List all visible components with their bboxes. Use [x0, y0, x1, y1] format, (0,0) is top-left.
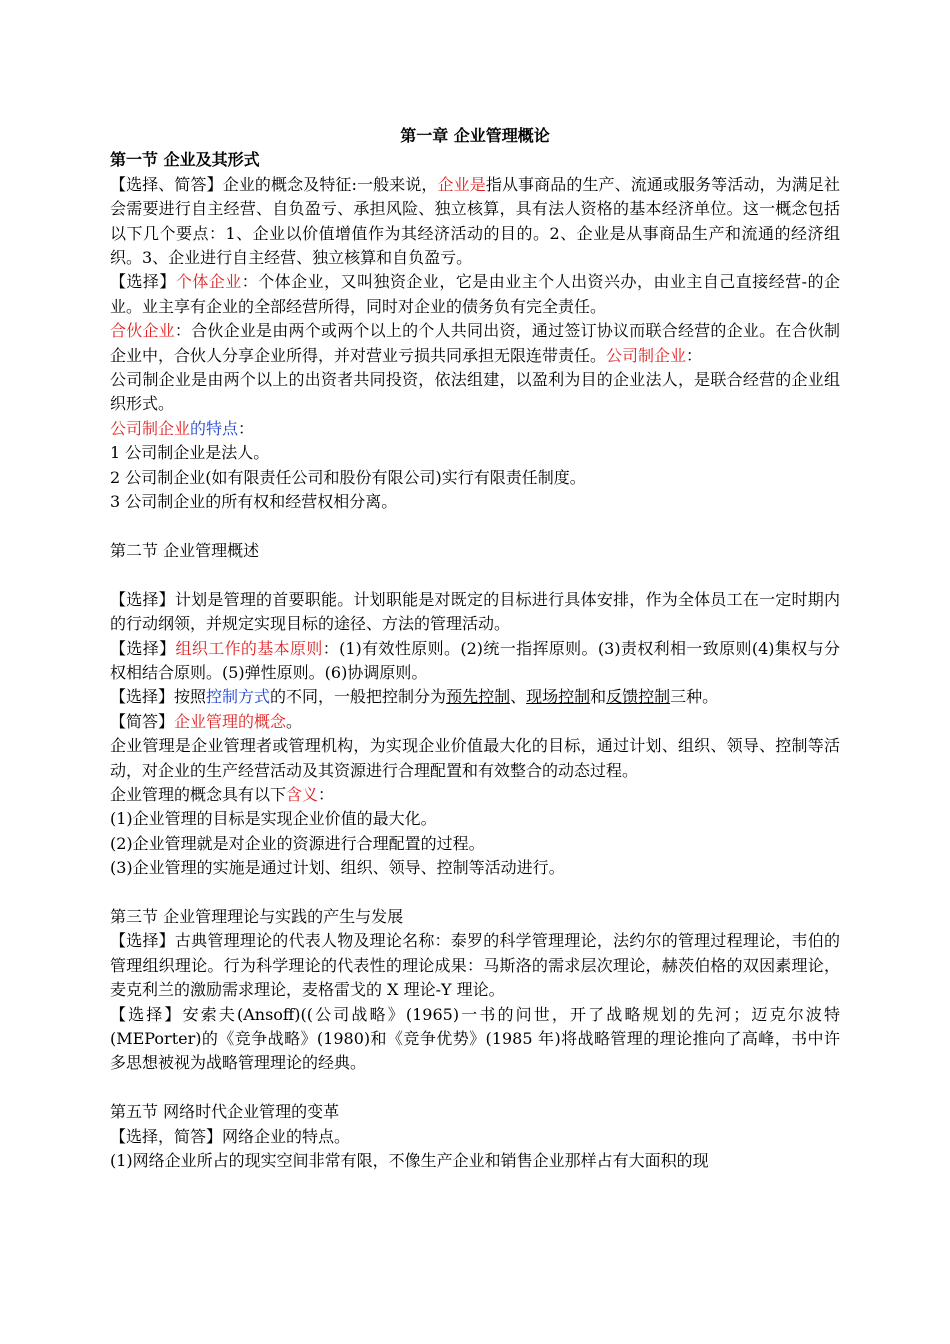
highlight-red: 公司制企业	[110, 418, 191, 438]
paragraph-enterprise-concept	[110, 173, 840, 271]
text: 三种。	[670, 687, 719, 707]
text: 网络企业的特点。	[222, 1126, 351, 1146]
blank-line	[110, 563, 840, 587]
tag: 【选择、简答】	[110, 174, 223, 194]
text: ：	[238, 418, 255, 438]
highlight-blue: 的特点	[190, 418, 239, 438]
paragraph-network-enterprise	[110, 1125, 840, 1149]
paragraph-organizing-principles	[110, 637, 840, 686]
text: ：合伙企业是由两个或两个以上的个人共同出资，通过签订协议而联合经营的企业。在合伙制企业中，合伙人分享企业所得，并对营业亏损共同承担无限连带责任。	[110, 321, 840, 365]
paragraph-planning	[110, 588, 840, 637]
highlight-red: 企业是	[437, 174, 486, 194]
text: ：个体企业，又叫独资企业，它是由业主个人出资兴办，由业主自己直接经营-的企业。业主享有企业的全部经营所得，同时对企业的债务负有完全责任。	[110, 272, 840, 316]
text: 企业的概念及特征:一般来说，	[222, 174, 438, 194]
text: ：	[318, 784, 335, 804]
highlight-red: 公司制企业	[606, 345, 687, 365]
tag: 【简答】	[110, 711, 175, 731]
blank-line	[110, 1076, 840, 1100]
tag: 【选择】	[110, 687, 175, 707]
tag: 【选择】	[110, 589, 175, 609]
blank-line	[110, 515, 840, 539]
text: 企业管理的概念具有以下	[110, 784, 287, 804]
underlined-term: 现场控制	[526, 687, 591, 707]
list-item: (1)企业管理的目标是实现企业价值的最大化。	[110, 809, 437, 829]
paragraph-network-point-1: (1)网络企业所占的现实空间非常有限，不像生产企业和销售企业那样占有大面积的现	[110, 1151, 709, 1170]
text: 计划是管理的首要职能。计划职能是对既定的目标进行具体安排，作为全体员工在一定时期内的行动纲领，并规定实现目标的途径、方法的管理活动。	[110, 589, 840, 634]
paragraph-corporation: 公司制企业是由两个以上的出资者共同投资，依法组建，以盈利为目的企业法人，是联合经营的企业组织形式。	[110, 370, 840, 414]
text: ：	[686, 345, 703, 365]
list-item: (2)企业管理就是对企业的资源进行合理配置的过程。	[110, 833, 485, 853]
text: 的不同，一般把控制分为	[270, 687, 447, 707]
text: 、	[510, 687, 527, 707]
paragraph-partnership	[110, 319, 840, 368]
document-page	[110, 124, 840, 1173]
paragraph-management-definition: 企业管理是企业管理者或管理机构，为实现企业价值最大化的目标，通过计划、组织、领导、控制等活动，对企业的生产经营活动及其资源进行合理配置和有效整合的动态过程。	[110, 736, 840, 780]
section-3-heading: 第三节 企业管理理论与实践的产生与发展	[110, 906, 404, 926]
highlight-red: 含义	[286, 784, 319, 804]
highlight-red: 组织工作的基本原则	[175, 638, 323, 658]
paragraph-control-types	[110, 685, 840, 709]
blank-line	[110, 881, 840, 905]
tag: 【选择】	[110, 1004, 183, 1024]
text: 。	[286, 711, 303, 731]
section-5-heading: 第五节 网络时代企业管理的变革	[110, 1102, 340, 1122]
paragraph-corporation-features	[110, 417, 840, 441]
text: 和	[590, 687, 607, 707]
tag: 【选择，简答】	[110, 1126, 223, 1146]
text: 指从事商品的生产、流通或服务等活动，为满足社会需要进行自主经营、自负盈亏、承担风险、独立核算，具有法人资格的基本经济单位。这一概念包括以下几个要点：1、企业以价值增值作为其经济活动的目的。2、企业是从事商品生产和流通的经济组织。3、企业进行自主经营、独立核算和自负盈亏。	[110, 174, 840, 268]
list-item: 3 公司制企业的所有权和经营权相分离。	[110, 492, 398, 512]
text: 按照	[174, 687, 207, 707]
highlight-red: 合伙企业	[110, 321, 175, 341]
chapter-title: 第一章 企业管理概论	[400, 126, 550, 145]
list-item: 1 公司制企业是法人。	[110, 443, 270, 463]
underlined-term: 反馈控制	[606, 687, 671, 707]
tag: 【选择】	[110, 638, 176, 658]
list-item: 2 公司制企业(如有限责任公司和股份有限公司)实行有限责任制度。	[110, 467, 586, 487]
underlined-term: 预先控制	[446, 687, 511, 707]
list-item: (3)企业管理的实施是通过计划、组织、领导、控制等活动进行。	[110, 858, 565, 878]
tag: 【选择】	[110, 272, 176, 292]
section-1-heading: 第一节 企业及其形式	[110, 150, 260, 170]
tag: 【选择】	[110, 931, 175, 951]
paragraph-sole-proprietorship	[110, 270, 840, 319]
section-2-heading: 第二节 企业管理概述	[110, 540, 260, 560]
paragraph-management-meaning	[110, 783, 840, 807]
text: ：(1)有效性原则。(2)统一指挥原则。(3)责权利相一致原则(4)集权与分权相结合原则。(5)弹性原则。(6)协调原则。	[110, 638, 840, 682]
highlight-red: 企业管理的概念	[174, 711, 287, 731]
paragraph-management-concept-tag	[110, 710, 840, 734]
highlight-blue: 控制方式	[206, 687, 271, 707]
highlight-red: 个体企业	[175, 272, 242, 292]
paragraph-classical-theory	[110, 929, 840, 1002]
paragraph-strategy-theory	[110, 1003, 840, 1076]
text: 安索夫(Ansoff)((公司战略》(1965)一书的问世，开了战略规划的先河；迈克尔波特(MEPorter)的《竞争战略》(1980)和《竞争优势》(1985 年)将战略管理的理论推向了高峰，书中许多思想被视为战略管理理论的经典。	[110, 1004, 840, 1073]
text: 古典管理理论的代表人物及理论名称：泰罗的科学管理理论，法约尔的管理过程理论，韦伯的管理组织理论。行为科学理论的代表性的理论成果：马斯洛的需求层次理论，赫茨伯格的双因素理论，麦克利兰的激励需求理论，麦格雷戈的 X 理论-Y 理论。	[110, 931, 840, 1000]
